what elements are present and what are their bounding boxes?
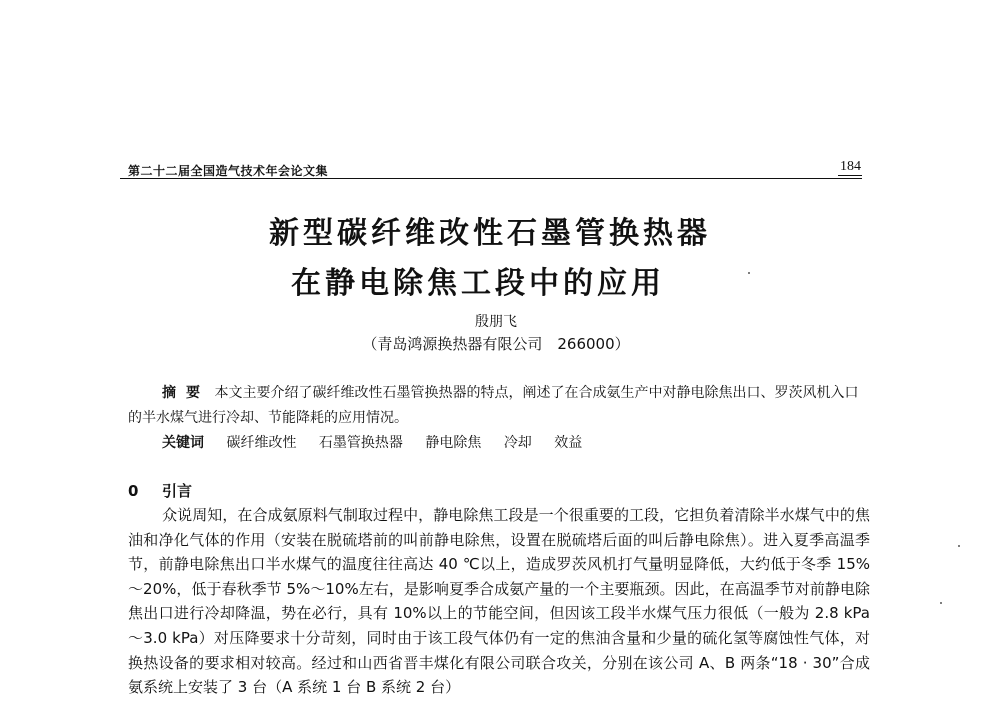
scan-speck xyxy=(748,272,750,274)
keywords-label: 关键词 xyxy=(162,435,204,451)
abstract xyxy=(128,381,868,431)
keyword: 静电除焦 xyxy=(425,435,482,451)
abstract-label: 摘要 xyxy=(162,385,210,401)
keyword: 效益 xyxy=(554,435,583,451)
scan-speck xyxy=(940,602,942,604)
body-text: 众说周知，在合成氨原料气制取过程中，静电除焦工段是一个很重要的工段，它担负着清除半水煤气中的焦油和净化气体的作用（安装在脱硫塔前的叫前静电除焦，设置在脱硫塔后面的叫后静电除焦）。进入夏季高温季节，前静电除焦出口半水煤气的温度往往高达 40 ℃以上，造成罗茨风机打气量明显降低，大约低于冬季 15%～20%，低于春秋季节 5%～10%左右，是影响夏季合成氨产量的一个主要瓶颈。因此，在高温季节对前静电除焦出口进行冷却降温，势在必行，具有 10%以上的节能空间，但因该工段半水煤气压力很低（一般为 2.8 kPa～3.0 kPa）对压降要求十分苛刻，同时由于该工段气体仍有一定的焦油含量和少量的硫化氢等腐蚀性气体，对换热设备的要求相对较高。经过和山西省晋丰煤化有限公司联合攻关，分别在该公司 A、B 两条“18 · 30”合成氨系统上安装了 3 台（A 系统 1 台 B 系统 2 台） xyxy=(128,506,870,697)
title-line-1: 新型碳纤维改性石墨管换热器 xyxy=(269,216,711,251)
author-name: 殷朋飞 xyxy=(475,314,517,330)
section-title: 引言 xyxy=(162,482,193,500)
keyword: 冷却 xyxy=(503,435,532,451)
section-heading xyxy=(128,480,192,501)
abstract-text: 本文主要介绍了碳纤维改性石墨管换热器的特点，阐述了在合成氨生产中对静电除焦出口、罗茨风机入口的半水煤气进行冷却、节能降耗的应用情况。 xyxy=(128,385,859,426)
body-paragraph xyxy=(128,503,870,700)
keywords xyxy=(162,432,600,452)
title-line-2: 在静电除焦工段中的应用 xyxy=(291,266,665,301)
running-head: 第二十二届全国造气技术年会论文集 xyxy=(128,164,329,178)
author-affiliation: （青岛鸿源换热器有限公司 266000） xyxy=(362,335,630,353)
page-number: 184 xyxy=(840,159,861,174)
header-rule xyxy=(120,178,862,179)
keyword: 碳纤维改性 xyxy=(226,435,297,451)
scan-speck xyxy=(958,545,960,547)
keyword: 石墨管换热器 xyxy=(318,435,403,451)
header-rule-short xyxy=(838,175,862,176)
section-number: 0 xyxy=(128,482,139,500)
